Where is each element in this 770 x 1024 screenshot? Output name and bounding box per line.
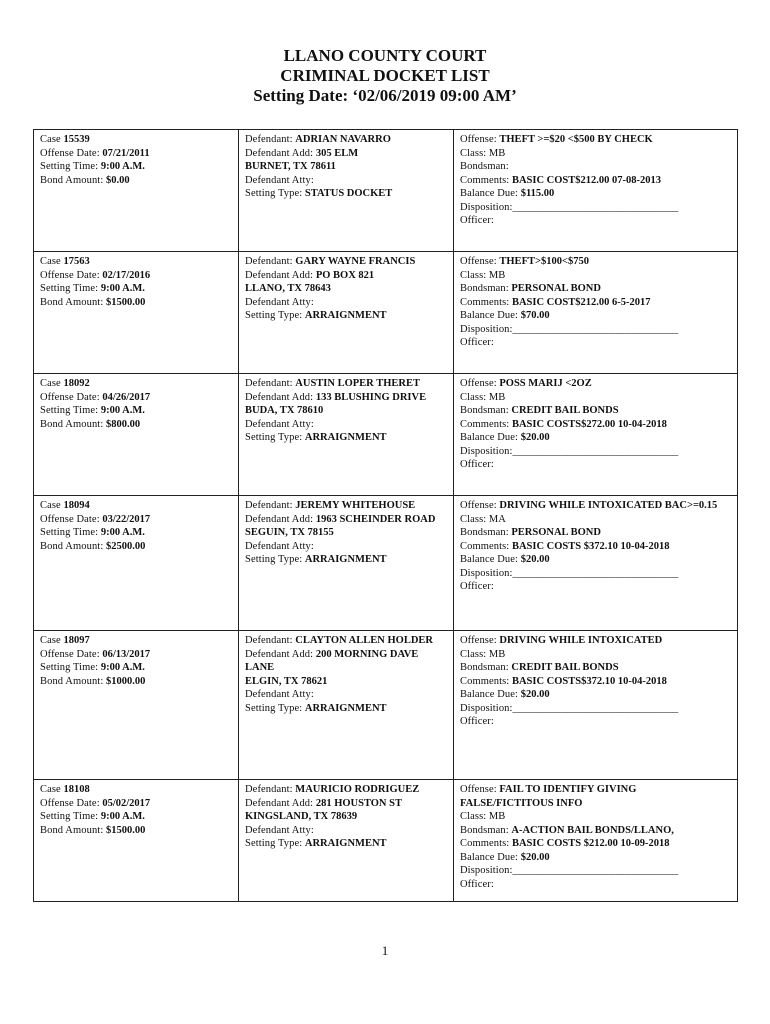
case-info-cell: [34, 631, 239, 780]
case-number-label: Case: [40, 500, 61, 511]
defendant-atty-label: Defendant Atty:: [245, 174, 314, 186]
offense-class: [460, 147, 732, 161]
offense-class: [460, 391, 732, 405]
defendant-name: [245, 255, 448, 269]
setting-time-label: Setting Time:: [40, 405, 99, 416]
disposition-label: Disposition:_______________________________: [460, 445, 679, 457]
balance-due-value: $115.00: [520, 188, 555, 199]
defendant-name-value: JEREMY WHITEHOUSE: [295, 500, 416, 511]
setting-time-value: 9:00 A.M.: [100, 161, 145, 172]
offense-class: [460, 810, 732, 824]
offense-date: [40, 648, 233, 662]
officer: [460, 458, 732, 472]
offense-label: Offense:: [460, 784, 497, 795]
offense: [460, 255, 732, 269]
case-info-cell: [34, 130, 239, 252]
offense-date: [40, 513, 233, 527]
offense-value: THEFT>$100<$750: [499, 256, 589, 267]
comments-value: BASIC COSTS $212.00 10-09-2018: [511, 838, 670, 849]
bondsman: [460, 282, 732, 296]
setting-type: [245, 837, 448, 851]
offense: [460, 783, 732, 810]
offense-date-label: Offense Date:: [40, 391, 100, 403]
offense: [460, 634, 732, 648]
disposition-label: Disposition:_______________________________: [460, 702, 679, 714]
setting-type-value: ARRAIGNMENT: [304, 838, 387, 849]
bondsman-label: Bondsman:: [460, 283, 509, 294]
bond-amount-value: $1500.00: [105, 824, 146, 836]
setting-type: [245, 553, 448, 567]
officer: [460, 715, 732, 729]
offense-info-cell: [454, 780, 738, 902]
balance-due-value: $20.00: [520, 689, 550, 700]
case-info-cell: [34, 252, 239, 374]
bondsman: [460, 526, 732, 540]
offense-date: [40, 797, 233, 811]
bond-amount-label: Bond Amount:: [40, 540, 104, 552]
case-number: [40, 255, 233, 269]
defendant-name: [245, 783, 448, 797]
offense-date-label: Offense Date:: [40, 147, 100, 159]
officer: [460, 336, 732, 350]
balance-due-label: Balance Due:: [460, 851, 519, 863]
comments-label: Comments:: [460, 296, 510, 308]
defendant-atty-label: Defendant Atty:: [245, 540, 314, 552]
defendant-name-label: Defendant:: [245, 134, 293, 145]
defendant-info-cell: [239, 780, 454, 902]
address-line: [245, 526, 448, 540]
balance-due: [460, 187, 732, 201]
disposition-label: Disposition:_______________________________: [460, 201, 679, 213]
bondsman-label: Bondsman:: [460, 824, 509, 836]
page-number: 1: [381, 943, 389, 958]
bondsman-label: Bondsman:: [460, 527, 509, 538]
address-line-value: BURNET, TX 78611: [245, 161, 336, 172]
docket-entry: [34, 631, 738, 780]
case-number-value: 18092: [63, 378, 90, 389]
comments-label: Comments:: [460, 540, 510, 552]
offense-value: THEFT >=$20 <$500 BY CHECK: [499, 134, 653, 145]
officer: [460, 580, 732, 594]
case-number-value: 15539: [63, 134, 90, 145]
bondsman-value: A-ACTION BAIL BONDS/LLANO,: [511, 824, 674, 836]
offense-date-value: 05/02/2017: [102, 797, 151, 809]
comments-label: Comments:: [460, 174, 510, 186]
defendant-address-label: Defendant Add:: [245, 147, 314, 159]
bond-amount-value: $1000.00: [105, 675, 146, 687]
officer-label: Officer:: [460, 716, 494, 727]
offense-class-label: Class:: [460, 513, 487, 525]
address-line: 133 BLUSHING DRIVE: [315, 391, 427, 403]
defendant-name-value: MAURICIO RODRIGUEZ: [295, 784, 420, 795]
offense-date-value: 06/13/2017: [102, 648, 151, 660]
offense-date-value: 03/22/2017: [102, 513, 151, 525]
case-info-cell: [34, 780, 239, 902]
defendant-atty-label: Defendant Atty:: [245, 296, 314, 308]
defendant-atty-label: Defendant Atty:: [245, 689, 314, 700]
setting-date: Setting Date: ‘02/06/2019 09:00 AM’: [253, 86, 517, 105]
bondsman: [460, 661, 732, 675]
comments-value: BASIC COSTS$272.00 10-04-2018: [511, 418, 667, 430]
comments: [460, 418, 732, 432]
case-number: [40, 377, 233, 391]
defendant-name-label: Defendant:: [245, 378, 293, 389]
offense: [460, 133, 732, 147]
address-line: [245, 404, 448, 418]
defendant-address-label: Defendant Add:: [245, 269, 314, 281]
offense-class: [460, 513, 732, 527]
court-name: LLANO COUNTY COURT: [283, 46, 487, 65]
setting-time: [40, 526, 233, 540]
defendant-name: [245, 499, 448, 513]
officer-label: Officer:: [460, 337, 494, 348]
address-line: 1963 SCHEINDER ROAD: [315, 513, 436, 525]
comments: [460, 174, 732, 188]
bond-amount: [40, 675, 233, 689]
setting-type-value: STATUS DOCKET: [304, 188, 393, 199]
bond-amount-value: $0.00: [105, 174, 130, 186]
offense-value: DRIVING WHILE INTOXICATED BAC>=0.15: [499, 500, 718, 511]
balance-due-value: $20.00: [520, 554, 550, 565]
address-line-value: BUDA, TX 78610: [245, 405, 324, 416]
setting-type: [245, 187, 448, 201]
case-number-value: 18094: [63, 500, 90, 511]
offense-date: [40, 147, 233, 161]
defendant-name-label: Defendant:: [245, 256, 293, 267]
defendant-name-label: Defendant:: [245, 500, 293, 511]
offense-date-label: Offense Date:: [40, 797, 100, 809]
offense-label: Offense:: [460, 500, 497, 511]
address-line: 305 ELM: [315, 147, 359, 159]
disposition-label: Disposition:_______________________________: [460, 567, 679, 579]
disposition: [460, 864, 732, 878]
case-number-label: Case: [40, 256, 61, 267]
balance-due-label: Balance Due:: [460, 432, 519, 443]
balance-due-label: Balance Due:: [460, 689, 519, 700]
docket-entry: [34, 374, 738, 496]
bond-amount: [40, 418, 233, 432]
offense-class-value: MB: [488, 648, 506, 660]
defendant-atty-label: Defendant Atty:: [245, 824, 314, 836]
address-line: [245, 282, 448, 296]
case-number: [40, 133, 233, 147]
offense-value: DRIVING WHILE INTOXICATED: [499, 635, 663, 646]
case-number-value: 18097: [63, 635, 90, 646]
case-number-value: 17563: [63, 256, 90, 267]
offense-info-cell: [454, 631, 738, 780]
address-line: PO BOX 821: [315, 269, 375, 281]
setting-time-label: Setting Time:: [40, 283, 99, 294]
comments-value: BASIC COSTS $372.10 10-04-2018: [511, 540, 670, 552]
balance-due: [460, 553, 732, 567]
address-line-value: LLANO, TX 78643: [245, 283, 331, 294]
defendant-address-label: Defendant Add:: [245, 648, 314, 660]
disposition: [460, 702, 732, 716]
case-number-label: Case: [40, 635, 61, 646]
disposition: [460, 323, 732, 337]
officer: [460, 214, 732, 228]
defendant-atty: [245, 540, 448, 554]
comments: [460, 675, 732, 689]
bond-amount: [40, 824, 233, 838]
offense-class-value: MB: [488, 391, 506, 403]
case-number-label: Case: [40, 784, 61, 795]
defendant-info-cell: [239, 252, 454, 374]
bondsman-value: CREDIT BAIL BONDS: [511, 405, 619, 416]
docket-entry: [34, 496, 738, 631]
offense-date-value: 04/26/2017: [102, 391, 151, 403]
setting-type-label: Setting Type:: [245, 838, 303, 849]
offense-date-label: Offense Date:: [40, 648, 100, 660]
defendant-address: [245, 391, 448, 405]
bondsman: [460, 404, 732, 418]
address-line: 281 HOUSTON ST: [315, 797, 402, 809]
setting-time-label: Setting Time:: [40, 811, 99, 822]
offense-class-label: Class:: [460, 269, 487, 281]
defendant-atty: [245, 418, 448, 432]
docket-table: [33, 129, 738, 902]
balance-due: [460, 851, 732, 865]
bondsman-label: Bondsman:: [460, 662, 509, 673]
defendant-address: [245, 269, 448, 283]
setting-time-label: Setting Time:: [40, 527, 99, 538]
balance-due-label: Balance Due:: [460, 310, 519, 321]
offense-label: Offense:: [460, 256, 497, 267]
bond-amount-label: Bond Amount:: [40, 675, 104, 687]
offense-class-label: Class:: [460, 147, 487, 159]
bond-amount-value: $1500.00: [105, 296, 146, 308]
disposition: [460, 567, 732, 581]
bondsman-value: CREDIT BAIL BONDS: [511, 662, 619, 673]
comments-label: Comments:: [460, 418, 510, 430]
case-info-cell: [34, 374, 239, 496]
offense-value: POSS MARIJ <2OZ: [499, 378, 592, 389]
address-line-value: KINGSLAND, TX 78639: [245, 811, 358, 822]
officer-label: Officer:: [460, 215, 494, 226]
defendant-info-cell: [239, 496, 454, 631]
bond-amount: [40, 296, 233, 310]
offense-class-label: Class:: [460, 811, 487, 822]
offense-label: Offense:: [460, 378, 497, 389]
comments: [460, 540, 732, 554]
defendant-name-value: CLAYTON ALLEN HOLDER: [295, 635, 433, 646]
comments-value: BASIC COSTS$372.10 10-04-2018: [511, 675, 667, 687]
setting-time: [40, 282, 233, 296]
docket-title: CRIMINAL DOCKET LIST: [280, 66, 490, 85]
defendant-info-cell: [239, 130, 454, 252]
setting-time-value: 9:00 A.M.: [100, 662, 145, 673]
disposition: [460, 201, 732, 215]
offense-label: Offense:: [460, 134, 497, 145]
defendant-atty-label: Defendant Atty:: [245, 418, 314, 430]
setting-type-value: ARRAIGNMENT: [304, 432, 387, 443]
case-number: [40, 634, 233, 648]
balance-due: [460, 309, 732, 323]
defendant-info-cell: [239, 374, 454, 496]
defendant-address: [245, 513, 448, 527]
defendant-name-value: ADRIAN NAVARRO: [295, 134, 391, 145]
case-number-label: Case: [40, 134, 61, 145]
comments-label: Comments:: [460, 838, 510, 849]
offense-class-value: MB: [488, 269, 506, 281]
offense-date-value: 02/17/2016: [102, 269, 151, 281]
offense-date-value: 07/21/2011: [102, 147, 150, 159]
defendant-atty: [245, 824, 448, 838]
offense-class-label: Class:: [460, 391, 487, 403]
setting-type: [245, 431, 448, 445]
bond-amount-label: Bond Amount:: [40, 824, 104, 836]
docket-entry: [34, 780, 738, 902]
setting-type-value: ARRAIGNMENT: [304, 310, 387, 321]
disposition-label: Disposition:_______________________________: [460, 865, 679, 876]
setting-type-label: Setting Type:: [245, 702, 303, 714]
setting-type-value: ARRAIGNMENT: [304, 702, 387, 714]
defendant-atty: [245, 688, 448, 702]
setting-time: [40, 404, 233, 418]
offense-class: [460, 269, 732, 283]
case-number: [40, 499, 233, 513]
setting-type: [245, 702, 448, 716]
defendant-address-label: Defendant Add:: [245, 513, 314, 525]
offense-value: FAIL TO IDENTIFY GIVING FALSE/FICTITOUS INFO: [460, 784, 637, 809]
offense-date: [40, 269, 233, 283]
setting-type-label: Setting Type:: [245, 310, 303, 321]
offense-class: [460, 648, 732, 662]
defendant-name: [245, 634, 448, 648]
disposition-label: Disposition:_______________________________: [460, 323, 679, 335]
comments-value: BASIC COST$212.00 6-5-2017: [511, 296, 651, 308]
defendant-address: [245, 147, 448, 161]
case-number: [40, 783, 233, 797]
address-line-value: ELGIN, TX 78621: [245, 675, 328, 687]
balance-due-value: $70.00: [520, 310, 550, 321]
offense-class-value: MB: [488, 811, 506, 822]
setting-type: [245, 309, 448, 323]
setting-type-label: Setting Type:: [245, 554, 303, 565]
case-number-value: 18108: [63, 784, 90, 795]
offense: [460, 499, 732, 513]
balance-due-label: Balance Due:: [460, 554, 519, 565]
defendant-name: [245, 133, 448, 147]
docket-entry: [34, 252, 738, 374]
defendant-name-value: GARY WAYNE FRANCIS: [295, 256, 416, 267]
setting-time-value: 9:00 A.M.: [100, 283, 145, 294]
defendant-name-label: Defendant:: [245, 784, 293, 795]
setting-time: [40, 160, 233, 174]
officer-label: Officer:: [460, 878, 494, 890]
bondsman-label: Bondsman:: [460, 161, 509, 172]
defendant-address-label: Defendant Add:: [245, 797, 314, 809]
defendant-address: [245, 797, 448, 811]
offense-info-cell: [454, 252, 738, 374]
bond-amount: [40, 174, 233, 188]
setting-time-value: 9:00 A.M.: [100, 811, 145, 822]
bond-amount-value: $800.00: [105, 418, 141, 430]
bondsman-value: PERSONAL BOND: [511, 527, 601, 538]
defendant-name-label: Defendant:: [245, 635, 293, 646]
balance-due: [460, 688, 732, 702]
case-info-cell: [34, 496, 239, 631]
officer-label: Officer:: [460, 459, 494, 470]
disposition: [460, 445, 732, 459]
offense-class-value: MA: [488, 513, 506, 525]
defendant-name: [245, 377, 448, 391]
address-line: [245, 160, 448, 174]
setting-type-label: Setting Type:: [245, 188, 303, 199]
balance-due: [460, 431, 732, 445]
comments-value: BASIC COST$212.00 07-08-2013: [511, 174, 662, 186]
defendant-address: [245, 648, 448, 675]
defendant-atty: [245, 174, 448, 188]
docket-entry: [34, 130, 738, 252]
offense-info-cell: [454, 496, 738, 631]
offense-class-label: Class:: [460, 648, 487, 660]
offense: [460, 377, 732, 391]
bondsman: [460, 160, 732, 174]
setting-time-value: 9:00 A.M.: [100, 527, 145, 538]
comments-label: Comments:: [460, 675, 510, 687]
offense-info-cell: [454, 130, 738, 252]
setting-time-label: Setting Time:: [40, 662, 99, 673]
bond-amount: [40, 540, 233, 554]
offense-label: Offense:: [460, 635, 497, 646]
bondsman-value: PERSONAL BOND: [511, 283, 601, 294]
offense-date-label: Offense Date:: [40, 513, 100, 525]
setting-type-label: Setting Type:: [245, 432, 303, 443]
defendant-info-cell: [239, 631, 454, 780]
setting-time: [40, 661, 233, 675]
offense-class-value: MB: [488, 147, 506, 159]
balance-due-value: $20.00: [520, 432, 550, 443]
bond-amount-label: Bond Amount:: [40, 174, 104, 186]
bondsman-label: Bondsman:: [460, 405, 509, 416]
document-header: [0, 46, 770, 106]
setting-type-value: ARRAIGNMENT: [304, 554, 387, 565]
bond-amount-label: Bond Amount:: [40, 296, 104, 308]
bond-amount-value: $2500.00: [105, 540, 146, 552]
officer: [460, 878, 732, 892]
bond-amount-label: Bond Amount:: [40, 418, 104, 430]
setting-time-label: Setting Time:: [40, 161, 99, 172]
bondsman: [460, 824, 732, 838]
address-line-value: SEGUIN, TX 78155: [245, 527, 334, 538]
offense-date-label: Offense Date:: [40, 269, 100, 281]
balance-due-value: $20.00: [520, 851, 550, 863]
setting-time-value: 9:00 A.M.: [100, 405, 145, 416]
defendant-name-value: AUSTIN LOPER THERET: [295, 378, 420, 389]
comments: [460, 296, 732, 310]
address-line: 200 MORNING DAVE LANE: [245, 648, 419, 673]
defendant-atty: [245, 296, 448, 310]
comments: [460, 837, 732, 851]
balance-due-label: Balance Due:: [460, 188, 519, 199]
case-number-label: Case: [40, 378, 61, 389]
offense-info-cell: [454, 374, 738, 496]
address-line: [245, 675, 448, 689]
address-line: [245, 810, 448, 824]
officer-label: Officer:: [460, 581, 494, 592]
setting-time: [40, 810, 233, 824]
defendant-address-label: Defendant Add:: [245, 391, 314, 403]
offense-date: [40, 391, 233, 405]
